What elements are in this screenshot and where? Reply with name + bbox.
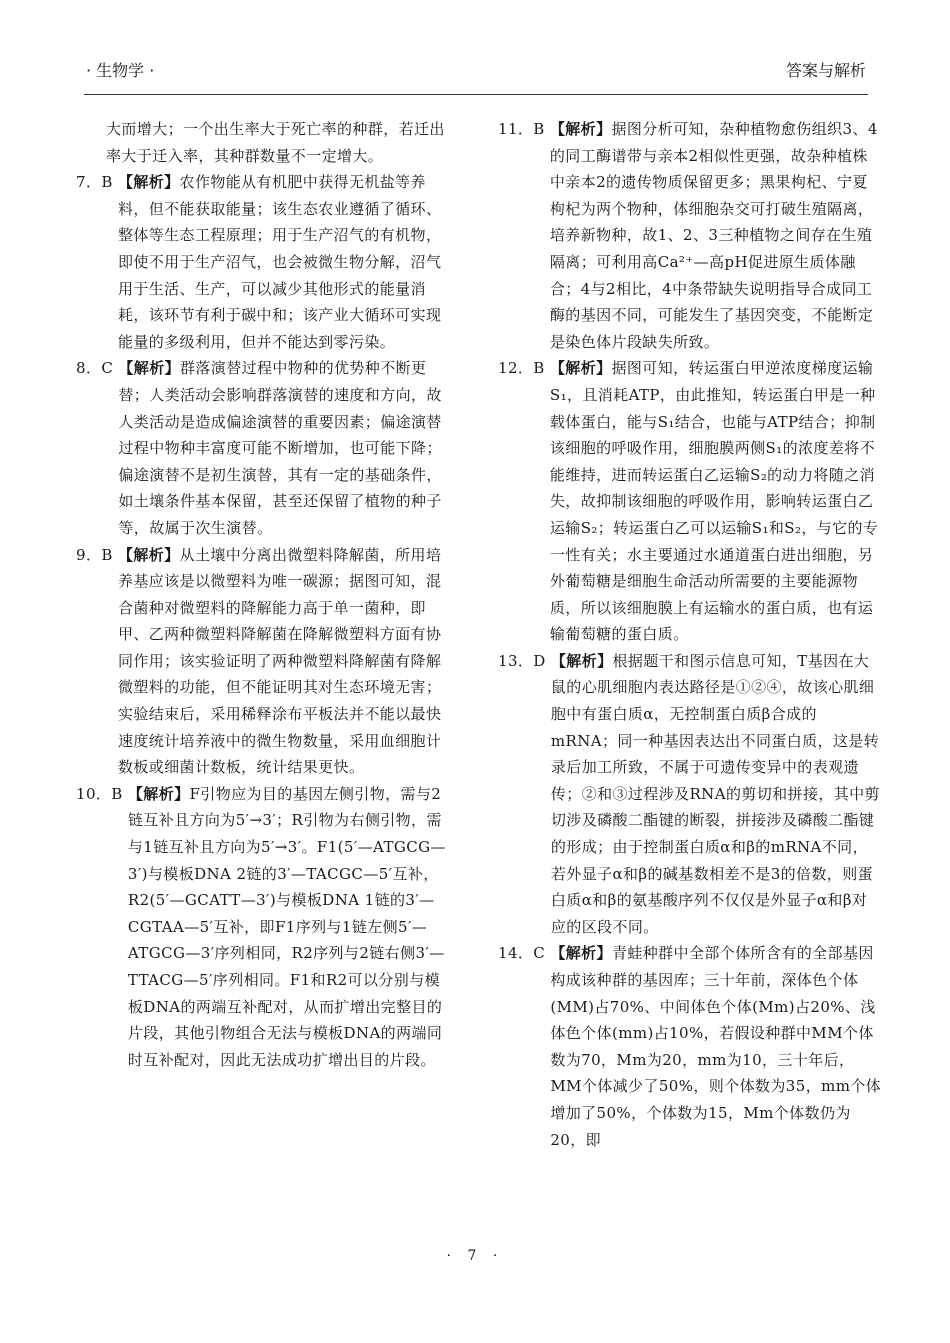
item-text: 从土壤中分离出微塑料降解菌，所用培养基应该是以微塑料为唯一碳源；据图可知，混合菌种对微塑料的降解能力高于单一菌种，即甲、乙两种微塑料降解菌在降解微塑料方面有协同作用；该实验证明了两种微塑料降解菌有降解微塑料的功能，但不能证明其对生态环境无害；实验结束后，采用稀释涂布平板法并不能以最快速度统计培养液中的微生物数量，采用血细胞计数板或细菌计数板，统计结果更快。: [117, 545, 442, 777]
item-number: 11．B: [498, 120, 550, 138]
item-body: [550, 940, 882, 1153]
answer-item-10: [76, 781, 452, 1074]
right-column: [498, 116, 882, 1153]
header-section: 答案与解析: [785, 61, 866, 80]
item-body: [550, 116, 882, 355]
analysis-tag: 【解析】: [127, 784, 190, 803]
item-text: 群落演替过程中物种的优势种不断更替；人类活动会影响群落演替的速度和方向，故人类活动是造成偏途演替的重要因素；偏途演替过程中物种丰富度可能不断增加，也可能下降；偏途演替不是初生演替，其有一定的基础条件，如土壤条件基本保留，甚至还保留了植物的种子等，故属于次生演替。: [118, 359, 442, 537]
item-text: 青蛙种群中全部个体所含有的全部基因构成该种群的基因库；三十年前，深体色个体(MM)占70%、中间体色个体(Mm)占20%、浅体色个体(mm)占10%，若假设种群中MM个体数为70，Mm为20，mm为10，三十年后，MM个体减少了50%，则个体数为35，mm个体增加了50%，个体数为15，Mm个体数仍为20，即: [550, 944, 882, 1149]
analysis-tag: 【解析】: [118, 359, 180, 378]
analysis-tag: 【解析】: [117, 173, 180, 192]
item-body: [550, 355, 882, 648]
answer-item-8: [76, 355, 452, 541]
continued-paragraph: 大而增大；一个出生率大于死亡率的种群，若迁出率大于迁入率，其种群数量不一定增大。: [106, 120, 445, 165]
item-body: [128, 781, 452, 1074]
analysis-tag: 【解析】: [117, 545, 180, 564]
item-body: [118, 355, 452, 541]
item-number: 8．C: [76, 359, 119, 378]
item-text: 据图可知，转运蛋白甲逆浓度梯度运输S₁，且消耗ATP，由此推知，转运蛋白甲是一种载体蛋白，能与S₁结合，也能与ATP结合；抑制该细胞的呼吸作用，细胞膜两侧S₁的浓度差将不能维持，进而转运蛋白乙运输S₂的动力将随之消失，故抑制该细胞的呼吸作用，影响转运蛋白乙运输S₂；转运蛋白乙可以运输S₁和S₂，与它的专一性有关；水主要通过水通道蛋白进出细胞，另外葡萄糖是细胞生命活动所需要的主要能源物质，所以该细胞膜上有运输水的蛋白质，也有运输葡萄糖的蛋白质。: [549, 359, 879, 644]
left-column: [76, 116, 452, 1073]
item-number: 13．D: [498, 651, 551, 670]
header-subject: · 生物学 ·: [86, 61, 155, 80]
answer-item-14: [498, 940, 882, 1153]
page-header: [84, 58, 868, 95]
item-number: 12．B: [498, 359, 550, 378]
item-body: [551, 648, 882, 941]
item-number: 14．C: [498, 944, 551, 963]
analysis-tag: 【解析】: [549, 359, 612, 378]
item-text: 据图分析可知，杂种植物愈伤组织3、4的同工酶谱带与亲本2相似性更强，故杂种植株中亲本2的遗传物质保留更多；黑果枸杞、宁夏枸杞为两个物种，体细胞杂交可打破生殖隔离，培养新物种，故1、2、3三种植物之间存在生殖隔离；可利用高Ca²⁺—高pH促进原生质体融合；4与2相比，4中条带缺失说明指导合成同工酶的基因不同，可能发生了基因突变，不能断定是染色体片段缺失所致。: [549, 120, 878, 351]
item-number: 7．B: [76, 173, 118, 192]
answer-item-13: [498, 648, 882, 941]
item-text: F引物应为目的基因左侧引物，需与2链互补且方向为5′→3′；R引物为右侧引物，需与1链互补且方向为5′→3′。F1(5′—ATGCG—3′)与模板DNA 2链的3′—TACGC—5′互补，R2(5′—GCATT—3′)与模板DNA 1链的3′—CGTAA—5′互补，即F1序列与1链左侧5′—ATGCG—3′序列相同，R2序列与2链右侧3′—TTACG—5′序列相同。F1和R2可以分别与模板DNA的两端互补配对，从而扩增出完整目的片段，其他引物组合无法与模板DNA的两端同时互补配对，因此无法成功扩增出目的片段。: [127, 784, 446, 1069]
item-text: 农作物能从有机肥中获得无机盐等养料，但不能获取能量；该生态农业遵循了循环、整体等生态工程原理；用于生产沼气的有机物，即使不用于生产沼气，也会被微生物分解，沼气用于生活、生产，可以减少其他形式的能量消耗，该环节有利于碳中和；该产业大循环可实现能量的多级利用，但并不能达到零污染。: [117, 173, 442, 351]
item-text: 根据题干和图示信息可知，T基因在大鼠的心肌细胞内表达路径是①②④，故该心肌细胞中有蛋白质α，无控制蛋白质β合成的mRNA；同一种基因表达出不同蛋白质，这是转录后加工所致，不属于可遗传变异中的表观遗传；②和③过程涉及RNA的剪切和拼接，其中剪切涉及磷酸二酯键的断裂，拼接涉及磷酸二酯键的形成；由于控制蛋白质α和β的mRNA不同，若外显子α和β的碱基数相差不是3的倍数，则蛋白质α和β的氨基酸序列不仅仅是外显子α和β对应的区段不同。: [550, 651, 880, 936]
analysis-tag: 【解析】: [549, 120, 612, 138]
analysis-tag: 【解析】: [550, 944, 612, 963]
item-body: [118, 169, 452, 355]
answer-item-12: [498, 355, 882, 648]
item-number: 9．B: [76, 545, 118, 564]
analysis-tag: 【解析】: [550, 651, 613, 670]
item-number: 10．B: [76, 784, 128, 803]
answer-item-11: [498, 116, 882, 355]
page-number: · 7 ·: [446, 1248, 504, 1264]
item-body: [118, 542, 452, 781]
answer-item-9: [76, 542, 452, 781]
answer-item-7: [76, 169, 452, 355]
